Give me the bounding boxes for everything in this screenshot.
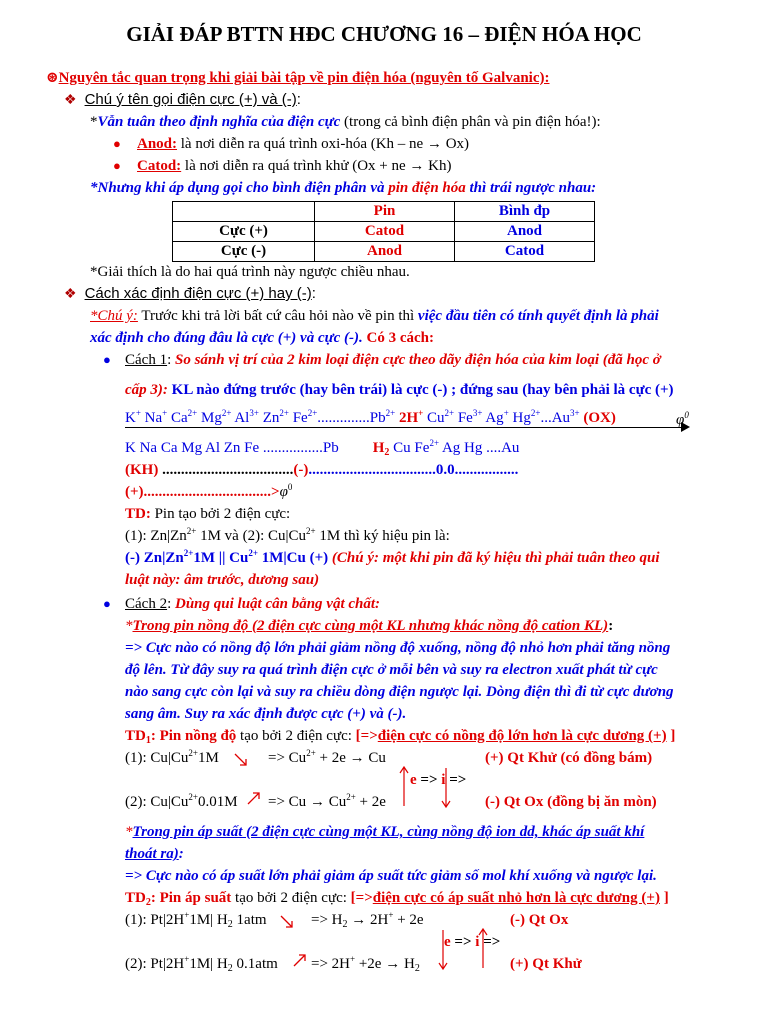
electrode-comparison-table bbox=[172, 201, 595, 262]
bullet-dot-icon: ● bbox=[103, 596, 111, 611]
table-header-pin: Pin bbox=[315, 202, 455, 222]
method2-line: Cách 2: Dùng qui luật cân bằng vật chất: bbox=[125, 596, 381, 612]
oxidized-series: K+ Na+ $Ca^{2+}$ $Mg^{2+}$ $Al^{3+}$ $Zn^{2+}$ $Fe^{2+}..............Pb^{2+}$ 2H+ $Cu^{2+}$ $Fe^{3+}$ Ag+ $Hg^{2+}...Au^{3+}$ (OX) bbox=[125, 408, 616, 426]
table-row bbox=[173, 242, 595, 262]
conc-explanation-4: sang âm. Suy ra xác định được cực (+) và (-). bbox=[125, 706, 407, 722]
bullet-dot-icon: ● bbox=[103, 352, 111, 367]
page-title: GIẢI ĐÁP BTTN HĐC CHƯƠNG 16 – ĐIỆN HÓA HỌC bbox=[126, 22, 642, 46]
method1-line: Cách 1: So sánh vị trí của 2 kim loại điện cực theo dãy điện hóa của kim loại (đã học ở bbox=[125, 352, 661, 368]
table-cell: Anod bbox=[315, 242, 455, 262]
pressure-reaction-2: => $2H^+ +2e \to H_2$ bbox=[311, 954, 420, 974]
table-row bbox=[173, 222, 595, 242]
electron-current-flow-2: e => i => bbox=[444, 934, 501, 950]
plus-scale-line: $(+)..................................>\varphi^0$ bbox=[125, 482, 293, 500]
conc-explanation-3: nào sang cực còn lại và suy ra chiều dòng điện ngược lại. Dòng điện thì đi từ cực dương bbox=[125, 684, 674, 700]
table-cell: Catod bbox=[455, 242, 595, 262]
example-td1-heading: $TD_1$: Pin nồng độ tạo bởi 2 điện cực: [=>điện cực có nồng độ lớn hơn là cực dương (+) ] bbox=[125, 728, 676, 746]
important-note: *Chú ý: Trước khi trả lời bất cứ câu hỏi nào về pin thì việc đầu tiên có tính quyết định là phải bbox=[90, 308, 659, 324]
pressure-cell-heading-cont: thoát ra): bbox=[125, 846, 184, 862]
reduced-series: K Na Ca Mg Al Zn Fe ................Pb $H_2$ Cu $Fe^{2+}$ Ag Hg ....Au bbox=[125, 438, 520, 458]
conc-cell-heading: *Trong pin nồng độ (2 điện cực cùng một KL nhưng khác nồng độ cation KL): bbox=[125, 618, 614, 634]
important-note-cont: xác định cho đúng đâu là cực (+) và cực (-). Có 3 cách: bbox=[90, 330, 434, 346]
conc-result-2: (-) Qt Ox (đồng bị ăn mòn) bbox=[485, 794, 657, 810]
electron-current-flow: e => i => bbox=[410, 772, 467, 788]
cell-notation-note: luật này: âm trước, dương sau) bbox=[125, 572, 320, 588]
cell-notation: (-) $Zn|Zn^{2+}1M$ || $Cu^{2+}$ 1M|Cu (+) (Chú ý: một khi pin đã ký hiệu thì phải tuân theo qui bbox=[125, 548, 660, 566]
section1-heading: ❖ Chú ý tên gọi điện cực (+) và (-): bbox=[64, 91, 301, 108]
pressure-result-1: (-) Qt Ox bbox=[510, 912, 569, 928]
decrease-arrow-icon bbox=[279, 914, 295, 930]
potential-axis-line bbox=[125, 427, 685, 428]
reverse-note: *Nhưng khi áp dụng gọi cho bình điện phân và pin điện hóa thì trái ngược nhau: bbox=[90, 180, 597, 196]
conc-electrode-1: (1): $Cu|Cu^{2+}1M$ bbox=[125, 748, 219, 766]
example-td2-heading: $TD_2$: Pin áp suất tạo bởi 2 điện cực: [=>điện cực có áp suất nhỏ hơn là cực dương (+) ] bbox=[125, 890, 669, 908]
diamond-bullet-icon: ❖ bbox=[64, 287, 77, 302]
increase-arrow-icon bbox=[246, 790, 262, 806]
conc-reaction-2: => $Cu \to Cu^{2+} + 2e$ bbox=[268, 792, 386, 810]
example1-electrodes: (1): $Zn|Zn^{2+}$ 1M và (2): $Cu|Cu^{2+}$ 1M thì ký hiệu pin là: bbox=[125, 526, 450, 544]
conc-electrode-2: (2): $Cu|Cu^{2+}0.01M$ bbox=[125, 792, 238, 810]
pressure-explanation: => Cực nào có áp suất lớn phải giảm áp suất tức giảm số mol khí xuống và ngược lại. bbox=[125, 868, 657, 884]
table-row-label: Cực (-) bbox=[173, 242, 315, 262]
conc-explanation-2: độ lên. Từ đây suy ra quá trình điện cực ở mỗi bên và suy ra electron xuất phát từ cực bbox=[125, 662, 658, 678]
table-cell: Catod bbox=[315, 222, 455, 242]
section2-heading: ❖ Cách xác định điện cực (+) hay (-): bbox=[64, 285, 316, 302]
method1-rule: cấp 3): KL nào đứng trước (hay bên trái) là cực (-) ; đứng sau (hay bên phải là cực (+) bbox=[125, 382, 674, 398]
definition-line: *Vẫn tuân theo định nghĩa của điện cực (trong cả bình điện phân và pin điện hóa!): bbox=[90, 114, 601, 130]
decrease-arrow-icon bbox=[233, 752, 249, 768]
pressure-electrode-1: (1): Pt|2H+1M| $H_2$ 1atm bbox=[125, 910, 267, 930]
conc-result-1: (+) Qt Khử (có đồng bám) bbox=[485, 750, 653, 766]
conc-reaction-1: => $Cu^{2+} + 2e \to Cu$ bbox=[268, 748, 386, 766]
pressure-reaction-1: => $H_2 \to 2H^+ + 2e$ bbox=[311, 910, 424, 930]
anod-definition: Anod: là nơi diễn ra quá trình oxi-hóa (Kh – ne → Ox) bbox=[137, 136, 470, 152]
axis-arrow-icon bbox=[681, 422, 690, 432]
explanation-line: *Giải thích là do hai quá trình này ngược chiều nhau. bbox=[90, 264, 410, 280]
diamond-bullet-icon: ❖ bbox=[64, 93, 77, 108]
bullet-dot-icon: ● bbox=[113, 136, 121, 151]
pressure-electrode-2: (2): Pt|2H+1M| $H_2$ 0.1atm bbox=[125, 954, 278, 974]
table-row bbox=[173, 202, 595, 222]
bullet-dot-icon: ● bbox=[113, 158, 121, 173]
galvanic-icon: ⊛ bbox=[46, 70, 59, 86]
conc-explanation-1: => Cực nào có nồng độ lớn phải giảm nồng độ xuống, nồng độ nhỏ hơn phải tăng nồng bbox=[125, 640, 671, 656]
table-row-label: Cực (+) bbox=[173, 222, 315, 242]
example1-heading: TD: Pin tạo bởi 2 điện cực: bbox=[125, 506, 291, 522]
pressure-result-2: (+) Qt Khử bbox=[510, 956, 582, 972]
principle-heading: ⊛Nguyên tắc quan trọng khi giải bài tập về pin điện hóa (nguyên tố Galvanic): bbox=[46, 70, 550, 86]
table-header-bdp: Bình đp bbox=[455, 202, 595, 222]
increase-arrow-icon bbox=[292, 952, 308, 968]
pressure-cell-heading: *Trong pin áp suất (2 điện cực cùng một KL, cùng nồng độ ion dd, khác áp suất khí bbox=[125, 824, 645, 840]
catod-definition: Catod: là nơi diễn ra quá trình khử (Ox + ne → Kh) bbox=[137, 158, 452, 174]
kh-scale-line: (KH) ...................................(-)..................................0.0................. bbox=[125, 462, 519, 478]
table-cell: Anod bbox=[455, 222, 595, 242]
phi-axis-label: $\varphi^0$ bbox=[676, 410, 689, 428]
table-cell bbox=[173, 202, 315, 222]
